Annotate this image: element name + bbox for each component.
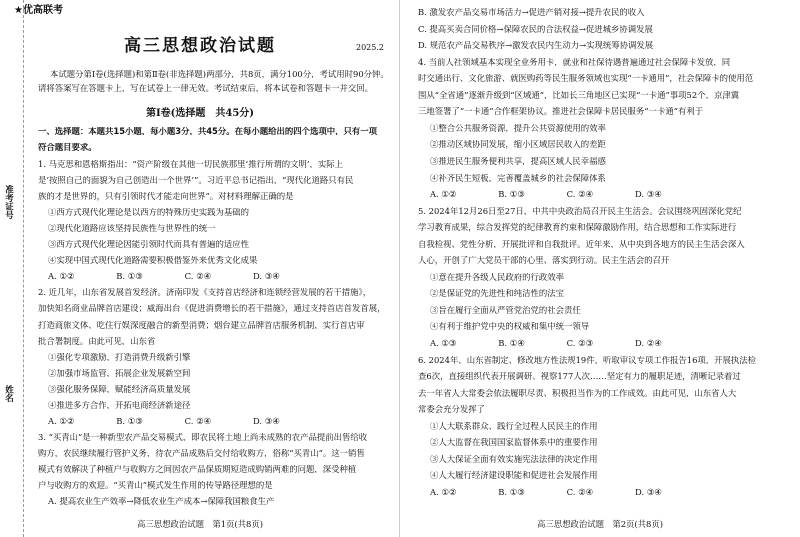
exam-title: 高三思想政治试题 xyxy=(124,36,276,56)
question-text-line: 查6次，直接组织代表开展调研、视察177人次……坚定有力的履职足迹，清晰记录着过 xyxy=(418,372,741,381)
option-item: ③旨在履行全面从严管党治党的社会责任 xyxy=(430,305,581,315)
question-text-line: 6. 2024年，山东省制定、修改地方性法规19件，听取审议专项工作报告16项，开展执法检 xyxy=(418,355,757,364)
section-title: 第Ⅰ卷(选择题 共45分) xyxy=(145,108,255,119)
question-text-line: 5. 2024年12月26日至27日，中共中央政治局召开民主生活会。会议围绕巩固深化党纪 xyxy=(418,206,742,215)
option-item: ②推动区域协同发展，缩小区域居民收入的差距 xyxy=(430,140,606,149)
exam-date: 2025.2 xyxy=(356,43,384,52)
question-text-line: C. 提高买卖合同价格→保障农民的合法权益→促进城乡协调发展 xyxy=(418,24,653,33)
option-item: ②现代化道路应该坚持民族性与世界性的统一 xyxy=(48,224,216,233)
option-item: ①整合公共服务资源，提升公共资源使用的效率 xyxy=(430,123,606,133)
question-text-line: 1. 马克思和恩格斯指出：“资产阶级在其他一切民族那里‘推行所谓的文明’，实际上 xyxy=(38,160,344,169)
question-text-line: 4. 当前人社领域基本实现全业务用卡，就业和社保待遇普遍通过社会保障卡发放，同 xyxy=(418,57,731,67)
name-label: 姓名 xyxy=(3,385,14,402)
question-text-line: 购方，农民继续履行管护义务，待农产品成熟后交付给收购方，俗称“买青山”。这一销售 xyxy=(38,448,365,458)
section-intro: 一、选择题：本题共15小题，每小题3分，共45分。在每小题给出的四个选项中，只有一项 xyxy=(38,127,378,136)
question-text-line: 人心，开创了广大党员干部的心里、落实到行动。民主生活会的召开 xyxy=(418,256,670,265)
brand-logo: ★优高联考 xyxy=(14,5,63,16)
instruction-line: 本试题分第Ⅰ卷(选择题)和第Ⅱ卷(非选择题)两部分，共8页，满分100分，考试用时90分钟。 xyxy=(50,70,389,79)
answer-choices: A. ①② B. ①③ C. ②④ D. ③④ xyxy=(430,487,662,497)
option-item: ④推进多方合作，开拓电商经济新途径 xyxy=(48,400,191,410)
question-text-line: 时交通出行、文化旅游、就医购药等民生服务领域也实现“一卡通用”，社会保障卡的使用范 xyxy=(418,74,754,83)
page-footer-right: 高三思想政治试题 第2页(共8页) xyxy=(536,519,664,529)
question-text-line: 加快知名商业品牌首店建设；威海出台《促进消费增长的若干措施》，通过支持首店首发首展， xyxy=(38,304,386,313)
option-item: ①强化专项激励，打造消费升级新引擎 xyxy=(48,352,191,361)
question-text-line: 学习教育成果，综合发挥党的纪律教育约束和保障激励作用，结合思想和工作实际进行 xyxy=(418,223,737,232)
answer-choices: A. ①② B. ①③ C. ②④ D. ③④ xyxy=(48,272,280,281)
option-item: ③人大保证全面有效实施宪法法律的决定作用 xyxy=(430,454,598,464)
option-item: ④人大履行经济建设职能和促进社会发展作用 xyxy=(430,471,598,480)
option-item: ①人大联系群众、践行全过程人民民主的作用 xyxy=(430,421,598,431)
option-item: ③强化服务保障，赋能经济高质量发展 xyxy=(48,384,191,394)
question-text-line: 围从“全省通”逐渐升级到“区域通”，比如长三角地区已实现“一卡通”事项52个，京津冀 xyxy=(418,90,740,100)
option-item: ①西方式现代化理论是以西方的特殊历史实践为基础的 xyxy=(48,208,249,217)
option-item: ③西方式现代化理论因能引领时代而具有普遍的适应性 xyxy=(48,240,249,249)
question-text-line: 户与收购方的欢迎。“买青山”模式发生作用的传导路径理想的是 xyxy=(38,481,273,490)
option-item: ④补齐民生短板，完善覆盖城乡的社会保障体系 xyxy=(430,173,606,182)
section-intro: 符合题目要求。 xyxy=(38,143,97,152)
question-text-line: 族的才是世界的，只有引领时代才能走向世界”。对材料理解正确的是 xyxy=(38,192,294,201)
binding-line xyxy=(23,0,24,537)
question-text-line: 3. “买青山”是一种新型农产品交易模式，即农民将土地上尚未成熟的农产品提前出售给收 xyxy=(38,432,368,442)
question-text-line: 批合署制度。由此可见，山东省 xyxy=(38,336,156,345)
answer-choices: A. ①② B. ①③ C. ②④ D. ③④ xyxy=(430,190,662,199)
answer-choices: A. ①② B. ①③ C. ②④ D. ③④ xyxy=(48,416,280,426)
option-item: ②是保证党的先进性和纯洁性的法宝 xyxy=(430,289,564,298)
question-text-line: 是‘按照自己的面貌为自己创造出一个世界’”。习近平总书记指出，“现代化道路只有民 xyxy=(38,176,354,185)
option-item: ④有利于维护党中央的权威和集中统一领导 xyxy=(430,322,590,331)
option-item: ②人大监督在我国国家监督体系中的重要作用 xyxy=(430,438,598,447)
answer-choices: A. ①③ B. ①④ C. ②③ D. ②④ xyxy=(430,339,662,348)
question-text-line: 模式有效解决了种植户与收购方之间因农产品保质期短造成购销两难的问题，深受种植 xyxy=(38,464,357,474)
instruction-line: 请将答案写在答题卡上，写在试卷上一律无效。考试结束后，将本试卷和答题卡一并交回。 xyxy=(38,84,373,93)
question-text-line: 常委会充分发挥了 xyxy=(418,405,485,414)
page-footer-left: 高三思想政治试题 第1页(共8页) xyxy=(136,519,264,529)
question-text-line: D. 规范农产品交易秩序→激发农民内生动力→实现统筹协调发展 xyxy=(418,41,654,50)
question-text-line: 打造商旅文体、吃住行娱深度融合的新型消费；烟台建立品牌首店服务机制，实行首店审 xyxy=(38,320,365,329)
answer-choices: A. 提高农业生产效率→降低农业生产成本→保障我国粮食生产 xyxy=(48,497,275,506)
option-item: ②加强市场监管，拓展企业发展新空间 xyxy=(48,368,191,378)
question-text-line: 2. 近几年，山东省发展首发经济。济南印发《支持首店经济和连锁经营发展的若干措施》， xyxy=(38,288,372,297)
option-item: ①意在提升各级人民政府的行政效率 xyxy=(430,272,564,282)
page-2 xyxy=(400,0,800,537)
question-text-line: 去一年省人大常委会依法履职尽责、积极担当作为的工作成效。由此可见，山东省人大 xyxy=(418,388,737,398)
option-item: ③推进民生服务便利共享，提高区域人民幸福感 xyxy=(430,156,606,166)
exam-id-label: 准考证号 xyxy=(3,185,14,219)
question-text-line: B. 激发农产品交易市场活力→促进产销对接→提升农民的收入 xyxy=(418,8,645,17)
option-item: ④实现中国式现代化道路需要积极借鉴外来优秀文化成果 xyxy=(48,256,258,265)
question-text-line: 三地签署了“一卡通”合作框架协议。推进社会保障卡居民服务“一卡通”有利于 xyxy=(418,107,704,116)
question-text-line: 自我检视、党性分析，开展批评和自我批评。近年来，从中央到各地方的民主生活会深入 xyxy=(418,239,745,249)
